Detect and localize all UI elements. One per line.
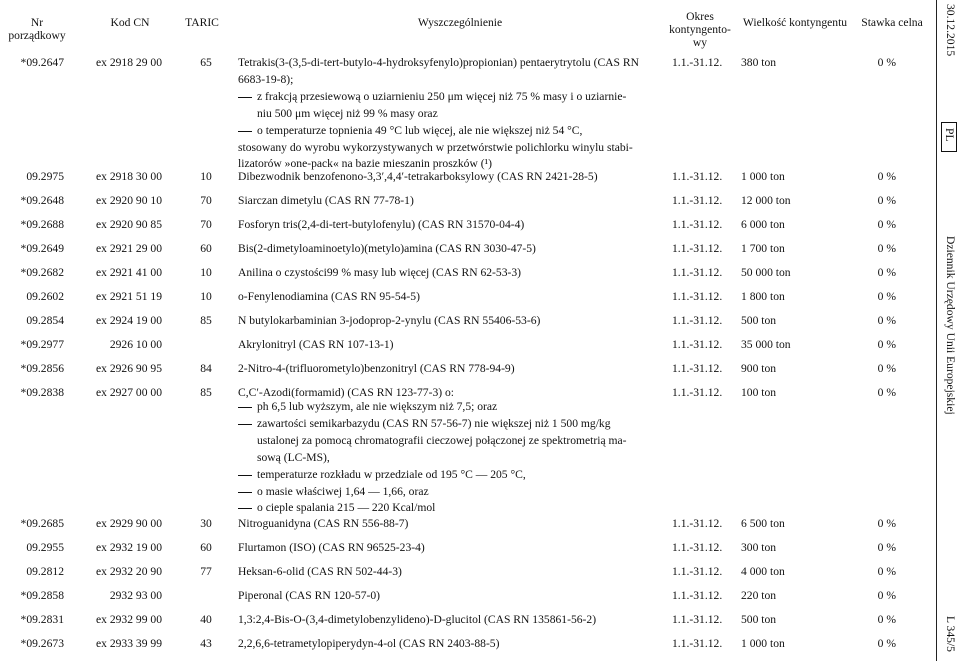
row-description: Piperonal (CAS RN 120-57-0)	[238, 589, 381, 602]
row-taric: 85	[200, 314, 212, 327]
dash-item	[238, 484, 627, 501]
row-nr: *09.2831	[20, 613, 64, 626]
row-nr: *09.2858	[20, 589, 64, 602]
row-stawka: 0 %	[877, 589, 896, 602]
row-cn: ex 2920 90 85	[95, 218, 162, 231]
row-cn: ex 2921 51 19	[95, 290, 162, 303]
row-cn: ex 2924 19 00	[95, 314, 162, 327]
row-okres: 1.1.-31.12.	[672, 613, 723, 626]
desc-line: z frakcją przesiewową o uziarnieniu 250 μm więcej niż 75 % masy i o uziarnie-	[257, 89, 627, 103]
row-wielkosc: 1 700 ton	[741, 242, 785, 255]
table-row	[0, 193, 930, 208]
row-description: Bis(2-dimetyloaminoetylo)(metylo)amina (CAS RN 3030-47-5)	[238, 242, 536, 255]
dash-item	[238, 89, 639, 123]
table-row	[0, 241, 930, 256]
dash-item	[238, 500, 627, 517]
header-okres-line-2: kontyngento-	[669, 23, 731, 36]
table-row	[0, 337, 930, 352]
margin-rule	[936, 0, 937, 661]
row-wielkosc: 500 ton	[741, 613, 777, 626]
table-row	[0, 564, 930, 579]
row-cn: ex 2926 90 95	[95, 362, 162, 375]
row-taric: 43	[200, 637, 212, 650]
row-stawka: 0 %	[877, 386, 896, 399]
dash-item	[238, 467, 627, 484]
header-nr: Nr porządkowy	[8, 16, 66, 42]
row-wielkosc: 50 000 ton	[741, 266, 791, 279]
row-okres: 1.1.-31.12.	[672, 56, 723, 69]
row-nr: *09.2685	[20, 517, 64, 530]
row-taric: 70	[200, 194, 212, 207]
row-okres: 1.1.-31.12.	[672, 242, 723, 255]
row-stawka: 0 %	[877, 314, 896, 327]
row-taric: 85	[200, 386, 212, 399]
row-description: 2-Nitro-4-(trifluorometylo)benzonitryl (CAS RN 778-94-9)	[238, 362, 515, 375]
row-nr: *09.2856	[20, 362, 64, 375]
row-cn: ex 2921 41 00	[95, 266, 162, 279]
desc-line: ph 6,5 lub wyższym, ale nie większym niż 7,5; oraz	[257, 400, 498, 413]
row-wielkosc: 35 000 ton	[741, 338, 791, 351]
row-wielkosc: 900 ton	[741, 362, 777, 375]
row-wielkosc: 220 ton	[741, 589, 777, 602]
row-cn: 2932 93 00	[109, 589, 162, 602]
table-row	[0, 636, 930, 651]
header-taric: TARIC	[185, 16, 219, 29]
table-row	[0, 612, 930, 627]
dash-mark	[238, 131, 252, 132]
row-description: Siarczan dimetylu (CAS RN 77-78-1)	[238, 194, 414, 207]
row-description: o-Fenylenodiamina (CAS RN 95-54-5)	[238, 290, 420, 303]
row-nr: *09.2647	[20, 56, 64, 69]
row-taric: 40	[200, 613, 212, 626]
row-cn: ex 2929 90 00	[95, 517, 162, 530]
row-taric: 10	[200, 266, 212, 279]
dash-item	[238, 123, 639, 140]
dash-mark	[238, 508, 252, 509]
row-cn: ex 2920 90 10	[95, 194, 162, 207]
header-okres-line-1: Okres	[686, 10, 714, 23]
side-date: 30.12.2015	[944, 4, 957, 57]
desc-line: lizatorów »one-pack« na bazie mieszanin proszków (¹)	[238, 157, 492, 171]
table-row	[0, 289, 930, 304]
side-page-ref: L 345/5	[944, 616, 957, 652]
row-cn: ex 2921 29 00	[95, 242, 162, 255]
desc-line: temperaturze rozkładu w przedziale od 195 °C — 205 °C,	[257, 467, 526, 481]
row-taric: 84	[200, 362, 212, 375]
desc-line: zawartości semikarbazydu (CAS RN 57-56-7) nie większej niż 1 500 mg/kg	[257, 416, 611, 430]
table-row	[0, 385, 930, 400]
row-09-2838-conditions	[238, 399, 627, 517]
dash-mark	[238, 97, 252, 98]
row-stawka: 0 %	[877, 541, 896, 554]
row-cn: ex 2932 19 00	[95, 541, 162, 554]
row-cn: 2926 10 00	[109, 338, 162, 351]
row-okres: 1.1.-31.12.	[672, 589, 723, 602]
row-description: 2,2,6,6-tetrametylopiperydyn-4-ol (CAS RN 2403-88-5)	[238, 637, 500, 650]
header-kod-cn: Kod CN	[110, 16, 150, 29]
table-row	[0, 516, 930, 531]
header-okres-line-3: wy	[692, 36, 708, 49]
row-cn: ex 2932 20 90	[95, 565, 162, 578]
table-row	[0, 540, 930, 555]
row-stawka: 0 %	[877, 517, 896, 530]
row-nr: 09.2955	[26, 541, 64, 554]
row-okres: 1.1.-31.12.	[672, 565, 723, 578]
row-wielkosc: 6 000 ton	[741, 218, 785, 231]
row-wielkosc: 1 000 ton	[741, 170, 785, 183]
row-okres: 1.1.-31.12.	[672, 170, 723, 183]
row-nr: *09.2682	[20, 266, 64, 279]
header-wyszczegolnienie: Wyszczególnienie	[417, 16, 503, 29]
row-okres: 1.1.-31.12.	[672, 362, 723, 375]
row-okres: 1.1.-31.12.	[672, 194, 723, 207]
row-wielkosc: 6 500 ton	[741, 517, 785, 530]
row-cn: ex 2932 99 00	[95, 613, 162, 626]
row-nr: *09.2688	[20, 218, 64, 231]
table-row	[0, 265, 930, 280]
table-row	[0, 313, 930, 328]
row-description: Flurtamon (ISO) (CAS RN 96525-23-4)	[238, 541, 425, 554]
row-nr: *09.2648	[20, 194, 64, 207]
row-taric: 60	[200, 541, 212, 554]
row-description: 1,3:2,4-Bis-O-(3,4-dimetylobenzylideno)-D-glucitol (CAS RN 135861-56-2)	[238, 613, 597, 626]
dash-item	[238, 416, 627, 467]
table-row	[0, 217, 930, 232]
row-okres: 1.1.-31.12.	[672, 290, 723, 303]
row-stawka: 0 %	[877, 218, 896, 231]
row-description: N butylokarbaminian 3-jodoprop-2-ynylu (CAS RN 55406-53-6)	[238, 314, 541, 327]
row-stawka: 0 %	[877, 290, 896, 303]
desc-line: o cieple spalania 215 — 220 Kcal/mol	[257, 501, 436, 515]
row-okres: 1.1.-31.12.	[672, 386, 723, 399]
dash-mark	[238, 492, 252, 493]
row-description: Dibezwodnik benzofenono-3,3′,4,4′-tetrakarboksylowy (CAS RN 2421-28-5)	[238, 170, 598, 183]
row-stawka: 0 %	[877, 613, 896, 626]
row-wielkosc: 4 000 ton	[741, 565, 785, 578]
row-cn: ex 2933 39 99	[95, 637, 162, 650]
desc-line: 6683-19-8);	[238, 72, 294, 86]
row-cn: ex 2927 00 00	[95, 386, 162, 399]
table-row	[0, 169, 930, 184]
row-description: Heksan-6-olid (CAS RN 502-44-3)	[238, 565, 402, 578]
row-taric: 30	[200, 517, 212, 530]
row-taric: 65	[200, 56, 212, 69]
row-stawka: 0 %	[877, 170, 896, 183]
row-description: Akrylonitryl (CAS RN 107-13-1)	[238, 338, 394, 351]
side-language: PL	[943, 128, 956, 142]
row-okres: 1.1.-31.12.	[672, 218, 723, 231]
header-okres	[664, 10, 736, 49]
row-stawka: 0 %	[877, 637, 896, 650]
row-stawka: 0 %	[877, 565, 896, 578]
desc-line: o masie właściwej 1,64 — 1,66, oraz	[257, 484, 429, 498]
row-stawka: 0 %	[877, 338, 896, 351]
row-cn: ex 2918 30 00	[95, 170, 162, 183]
table-row	[0, 361, 930, 376]
row-okres: 1.1.-31.12.	[672, 314, 723, 327]
row-nr: *09.2838	[20, 386, 64, 399]
row-taric: 60	[200, 242, 212, 255]
row-stawka: 0 %	[877, 242, 896, 255]
row-wielkosc: 1 000 ton	[741, 637, 785, 650]
row-description: Anilina o czystości99 % masy lub więcej (CAS RN 62-53-3)	[238, 266, 522, 279]
desc-line: niu 500 μm więcej niż 99 % masy oraz	[257, 106, 438, 120]
row-description: Fosforyn tris(2,4-di-tert-butylofenylu) (CAS RN 31570-04-4)	[238, 218, 525, 231]
dash-mark	[238, 424, 252, 425]
row-okres: 1.1.-31.12.	[672, 517, 723, 530]
row-wielkosc: 100 ton	[741, 386, 777, 399]
row-description: Nitroguanidyna (CAS RN 556-88-7)	[238, 517, 409, 530]
row-wielkosc: 380 ton	[741, 56, 777, 69]
row-nr: 09.2602	[26, 290, 64, 303]
row-09-2647-description	[238, 55, 639, 173]
row-wielkosc: 12 000 ton	[741, 194, 791, 207]
side-journal-title: Dziennik Urzędowy Unii Europejskiej	[944, 236, 957, 415]
row-nr: *09.2977	[20, 338, 64, 351]
header-stawka: Stawka celna	[861, 16, 923, 29]
row-taric: 10	[200, 290, 212, 303]
row-wielkosc: 300 ton	[741, 541, 777, 554]
row-taric: 77	[200, 565, 212, 578]
desc-line: sową (LC-MS),	[257, 450, 330, 464]
row-wielkosc: 1 800 ton	[741, 290, 785, 303]
row-wielkosc: 500 ton	[741, 314, 777, 327]
row-nr: 09.2975	[26, 170, 64, 183]
row-nr: *09.2649	[20, 242, 64, 255]
row-okres: 1.1.-31.12.	[672, 637, 723, 650]
row-okres: 1.1.-31.12.	[672, 541, 723, 554]
row-taric: 10	[200, 170, 212, 183]
row-okres: 1.1.-31.12.	[672, 338, 723, 351]
row-taric: 70	[200, 218, 212, 231]
row-nr: 09.2812	[26, 565, 64, 578]
row-nr: 09.2854	[26, 314, 64, 327]
row-stawka: 0 %	[877, 194, 896, 207]
row-nr: *09.2673	[20, 637, 64, 650]
row-cn: ex 2918 29 00	[95, 56, 162, 69]
row-description: C,C′-Azodi(formamid) (CAS RN 123-77-3) o:	[238, 386, 455, 399]
dash-mark	[238, 475, 252, 476]
dash-mark	[238, 407, 252, 408]
row-stawka: 0 %	[877, 266, 896, 279]
desc-line: ustalonej za pomocą chromatografii cieczowej połączonej ze spektrometrią ma-	[257, 433, 627, 447]
desc-line: stosowany do wyrobu wykorzystywanych w przetwórstwie polichlorku winylu stabi-	[238, 140, 633, 154]
row-okres: 1.1.-31.12.	[672, 266, 723, 279]
row-stawka: 0 %	[877, 362, 896, 375]
header-wielkosc: Wielkość kontyngentu	[742, 16, 848, 29]
desc-line: Tetrakis(3-(3,5-di-tert-butylo-4-hydroksyfenylo)propionian) pentaerytrytolu (CAS RN	[238, 56, 640, 69]
dash-item	[238, 399, 627, 416]
row-stawka: 0 %	[877, 56, 896, 69]
table-row	[0, 588, 930, 603]
desc-line: o temperaturze topnienia 49 °C lub więcej, ale nie większej niż 54 °C,	[257, 123, 583, 137]
